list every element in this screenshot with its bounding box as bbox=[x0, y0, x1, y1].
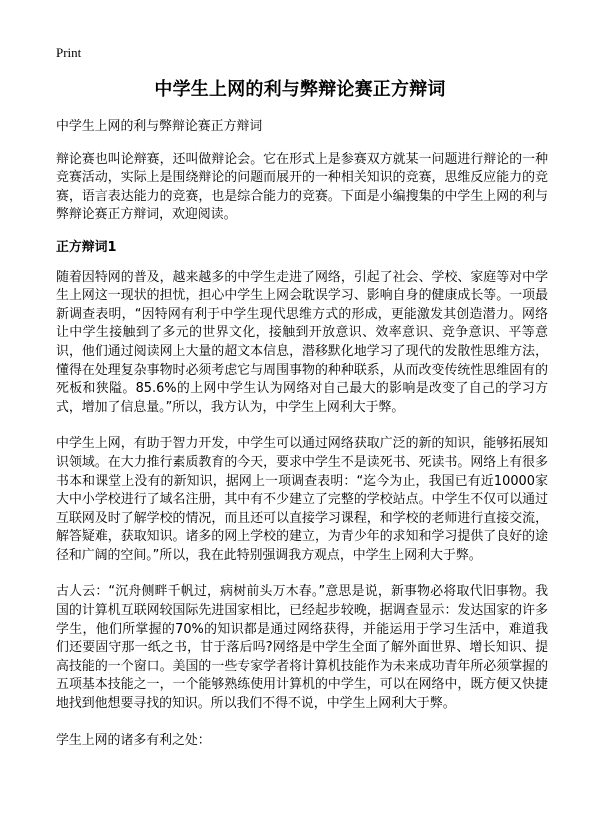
print-link[interactable]: Print bbox=[56, 45, 82, 60]
body-paragraph: 学生上网的诸多有利之处： bbox=[56, 732, 211, 748]
body-paragraph: 中学生上网，有助于智力开发，中学生可以通过网络获取广泛的新的知识，能够拓展知识领域。在大力推行素质教育的今天，要求中学生不是读死书、死读书。网络上有很多书本和课堂上没有的新知识，据网上一项调查表明：“迄今为止，我国已有近10000家大中小学校进行了域名注册，其中有不少建立了完整的学校站点。中学生不仅可以通过互联网及时了解学校的情况，而且还可以直接学习课程，和学校的老师进行直接交流，解答疑难，获取知识。诸多的网上学校的建立，为青少年的求知和学习提供了良好的途径和广阔的空间。”所以，我在此特别强调我方观点，中学生上网利大于弊。 bbox=[56, 436, 548, 563]
page-title: 中学生上网的利与弊辩论赛正方辩词 bbox=[154, 79, 446, 100]
body-paragraph: 古人云：“沉舟侧畔千帆过，病树前头万木春。”意思是说，新事物必将取代旧事物。我国的计算机互联网较国际先进国家相比，已经起步较晚，据调查显示：发达国家的许多学生，他们所掌握的70%的知识都是通过网络获得，并能运用于学习生活中，难道我们还要固守那一纸之书，甘于落后吗?网络是中学生全面了解外面世界、增长知识、提高技能的一个窗口。美国的一些专家学者将计算机技能作为未来成功青年所必须掌握的五项基本技能之一，一个能够熟练使用计算机的中学生，可以在网络中，既方便又快捷地找到他想要寻找的知识。所以我们不得不说，中学生上网利大于弊。 bbox=[56, 584, 548, 712]
article-body bbox=[56, 118, 548, 768]
body-paragraph: 随着因特网的普及，越来越多的中学生走进了网络，引起了社会、学校、家庭等对中学生上网这一现状的担忧，担心中学生上网会耽误学习、影响自身的健康成长等。一项最新调查表明，“因特网有利于中学生现代思维方式的形成，更能激发其创造潜力。网络让中学生接触到了多元的世界文化，接触到开放意识、效率意识、竞争意识、平等意识，他们通过阅读网上大量的超文本信息，潜移默化地学习了现代的发散性思维方法，懂得在处理复杂事物时必须考虑它与周围事物的种种联系，从而改变传统性思维固有的死板和狭隘。85.6%的上网中学生认为网络对自己最大的影响是改变了自己的学习方式，增加了信息量。”所以，我方认为，中学生上网利大于弊。 bbox=[56, 269, 548, 415]
intro-paragraph: 辩论赛也叫论辩赛，还叫做辩论会。它在形式上是参赛双方就某一问题进行辩论的一种竞赛活动，实际上是围绕辩论的问题而展开的一种相关知识的竞赛，思维反应能力的竞赛，语言表达能力的竞赛，也是综合能力的竞赛。下面是小编搜集的中学生上网的利与弊辩论赛正方辩词，欢迎阅读。 bbox=[56, 151, 548, 223]
article-subtitle: 中学生上网的利与弊辩论赛正方辩词 bbox=[56, 119, 263, 134]
section-heading: 正方辩词1 bbox=[56, 239, 117, 255]
